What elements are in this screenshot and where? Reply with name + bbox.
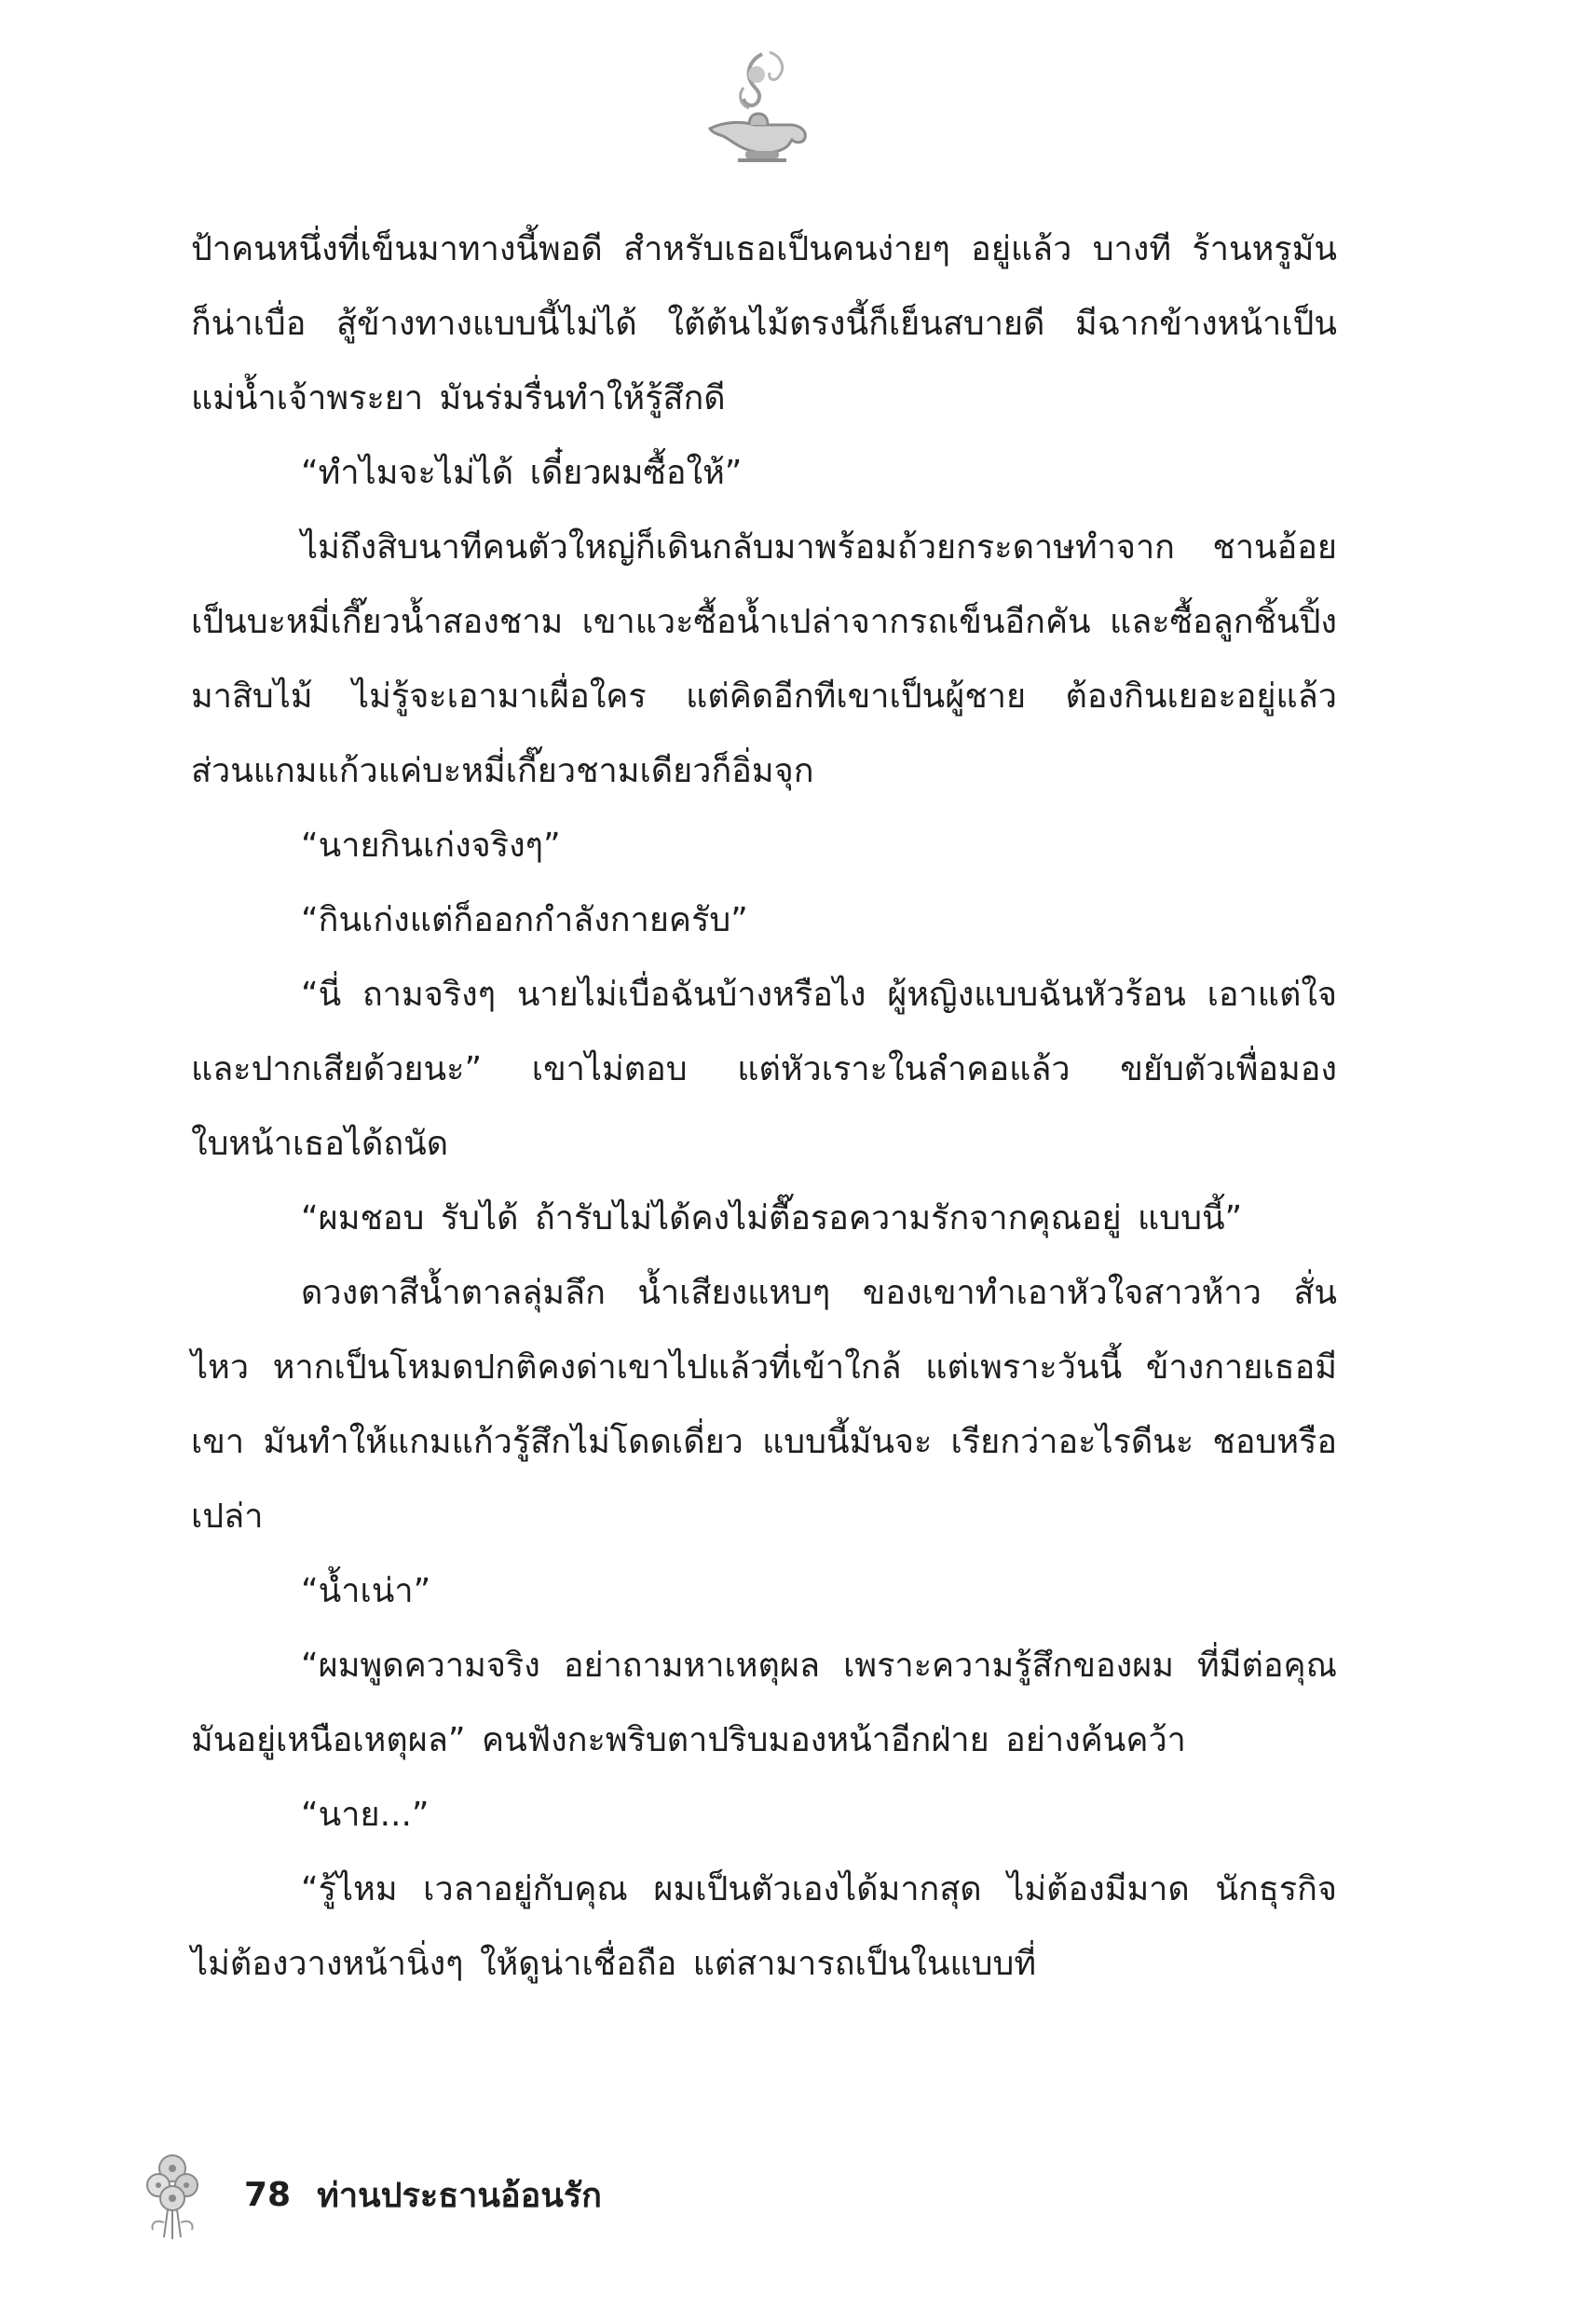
paragraph: “ผมพูดความจริง อย่าถามหาเหตุผล เพราะความรู้สึกของผม ที่มีต่อคุณมันอยู่เหนือเหตุผล” คนฟังกะพริบตาปริบมองหน้าอีกฝ่าย อย่างค้นคว้า (191, 1647, 1337, 1759)
chapter-body-text (191, 212, 1337, 2002)
paragraph: “ผมชอบ รับได้ ถ้ารับไม่ได้คงไม่ตื๊อรอความรักจากคุณอยู่ แบบนี้” (301, 1199, 1243, 1238)
genie-lamp-icon (697, 47, 818, 168)
page-number: 78 (244, 2175, 292, 2214)
flower-bouquet-icon (140, 2148, 205, 2241)
paragraph: “นายกินเก่งจริงๆ” (301, 827, 561, 865)
paragraph: ไม่ถึงสิบนาทีคนตัวใหญ่ก็เดินกลับมาพร้อมถ้วยกระดาษทำจาก ชานอ้อย เป็นบะหมี่เกี๊ยวน้ำสองชาม เขาแวะซื้อน้ำเปล่าจากรถเข็นอีกคัน และซื้อลูกชิ้นปิ้งมาสิบไม้ ไม่รู้จะเอามาเผื่อใคร แต่คิดอีกทีเขาเป็นผู้ชาย ต้องกินเยอะอยู่แล้ว ส่วนแกมแก้วแค่บะหมี่เกี๊ยวชามเดียวก็อิ่มจุก (191, 528, 1337, 790)
paragraph: “น้ำเน่า” (301, 1572, 431, 1610)
paragraph: “กินเก่งแต่ก็ออกกำลังกายครับ” (301, 901, 748, 939)
paragraph: ป้าคนหนึ่งที่เข็นมาทางนี้พอดี สำหรับเธอเป็นคนง่ายๆ อยู่แล้ว บางที ร้านหรูมันก็น่าเบื่อ สู้ข้างทางแบบนี้ไม่ได้ ใต้ต้นไม้ตรงนี้ก็เย็นสบายดี มีฉากข้างหน้าเป็นแม่น้ำเจ้าพระยา มันร่มรื่นทำให้รู้สึกดี (191, 230, 1337, 417)
paragraph: “รู้ไหม เวลาอยู่กับคุณ ผมเป็นตัวเองได้มากสุด ไม่ต้องมีมาด นักธุรกิจ ไม่ต้องวางหน้านิ่งๆ ให้ดูน่าเชื่อถือ แต่สามารถเป็นในแบบที่ (191, 1870, 1337, 1983)
book-title: ท่านประธานอ้อนรัก (317, 2176, 602, 2215)
paragraph: “นาย...” (301, 1796, 430, 1834)
paragraph: “ทำไมจะไม่ได้ เดี๋ยวผมซื้อให้” (301, 454, 743, 492)
paragraph: ดวงตาสีน้ำตาลลุ่มลึก น้ำเสียงแหบๆ ของเขาทำเอาหัวใจสาวห้าว สั่นไหว หากเป็นโหมดปกติคงด่าเขาไปแล้วที่เข้าใกล้ แต่เพราะวันนี้ ข้างกายเธอมีเขา มันทำให้แกมแก้วรู้สึกไม่โดดเดี่ยว แบบนี้มันจะ เรียกว่าอะไรดีนะ ชอบหรือเปล่า (191, 1274, 1337, 1536)
page-footer (140, 2143, 602, 2246)
paragraph: “นี่ ถามจริงๆ นายไม่เบื่อฉันบ้างหรือไง ผู้หญิงแบบฉันหัวร้อน เอาแต่ใจ และปากเสียด้วยนะ” เขาไม่ตอบ แต่หัวเราะในลำคอแล้ว ขยับตัวเพื่อมองใบหน้าเธอได้ถนัด (191, 976, 1337, 1163)
